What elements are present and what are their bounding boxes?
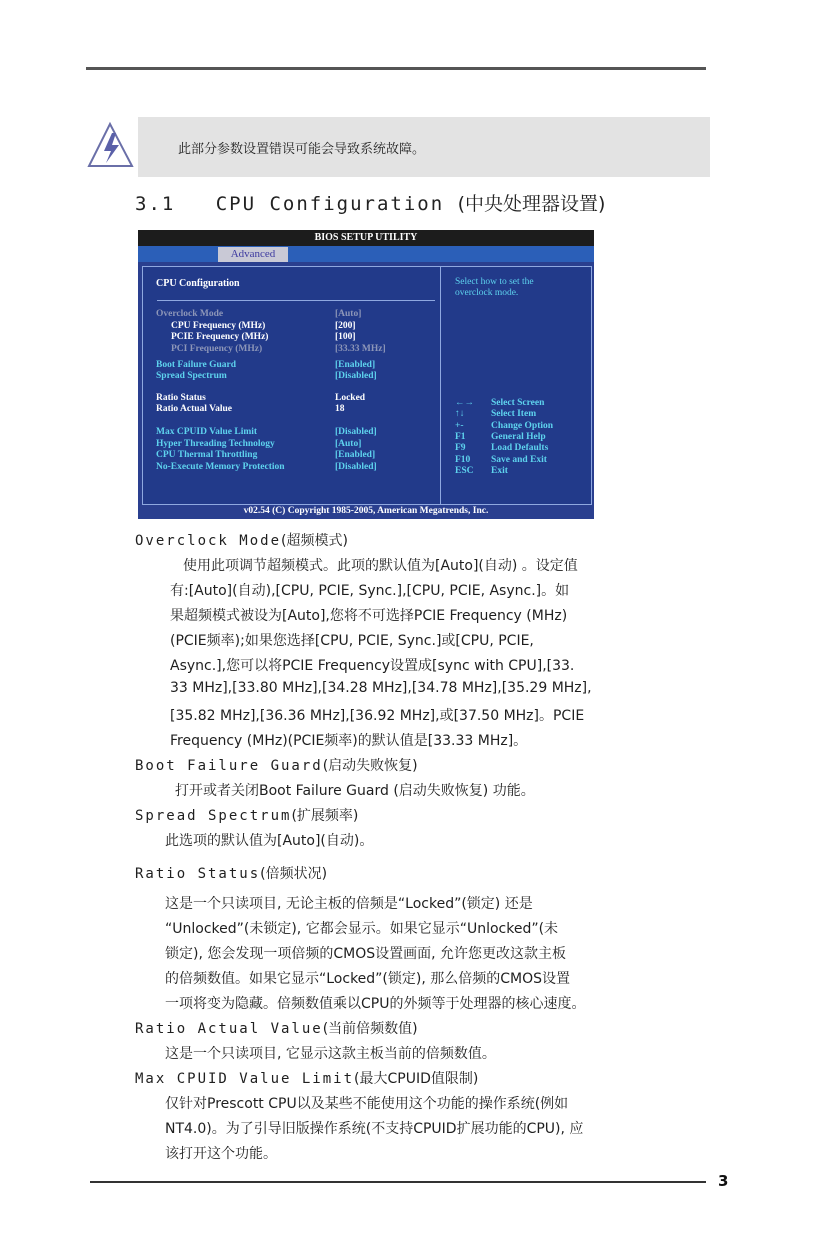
bios-header: BIOS SETUP UTILITY — [138, 230, 594, 246]
paragraph-line: [35.82 MHz],[36.36 MHz],[36.92 MHz],或[37.50 MHz]。PCIE — [170, 708, 585, 724]
section-heading: Ratio Actual Value(当前倍频数值) — [135, 1021, 418, 1037]
bios-tab-bar — [138, 246, 594, 262]
bios-item-value: [Disabled] — [335, 371, 377, 381]
bios-item-value: 18 — [335, 404, 345, 414]
bios-key-desc: Load Defaults — [491, 443, 549, 453]
bios-help-text: overclock mode. — [455, 288, 519, 298]
bios-key-desc: Save and Exit — [491, 455, 547, 465]
paragraph-line: 锁定), 您会发现一项倍频的CMOS设置画面, 允许您更改这款主板 — [165, 946, 567, 962]
paragraph-line: (PCIE频率);如果您选择[CPU, PCIE, Sync.]或[CPU, PCIE, — [170, 633, 534, 649]
bottom-rule — [90, 1181, 706, 1183]
bios-item-value: [33.33 MHz] — [335, 344, 386, 354]
bios-screenshot — [138, 230, 594, 519]
paragraph-line: “Unlocked”(未锁定), 它都会显示。如果它显示“Unlocked”(未 — [165, 921, 559, 937]
bios-key: F10 — [455, 455, 471, 465]
paragraph-line: 该打开这个功能。 — [165, 1146, 277, 1162]
page-number: 3 — [718, 1172, 729, 1190]
bios-item-value: [Disabled] — [335, 462, 377, 472]
warning-icon — [86, 121, 138, 171]
bios-help-text: Select how to set the — [455, 277, 534, 287]
bios-key: +- — [455, 421, 464, 431]
paragraph-line: 使用此项调节超频模式。此项的默认值为[Auto](自动) 。设定值 — [183, 558, 578, 574]
section-heading: Spread Spectrum(扩展频率) — [135, 808, 359, 824]
bios-item-value: [Auto] — [335, 439, 362, 449]
section-heading: Max CPUID Value Limit(最大CPUID值限制) — [135, 1071, 479, 1087]
section-heading: Overclock Mode(超频模式) — [135, 533, 348, 549]
paragraph-line: 仅针对Prescott CPU以及某些不能使用这个功能的操作系统(例如 — [165, 1096, 569, 1112]
bios-item-label: PCIE Frequency (MHz) — [171, 332, 269, 342]
bios-item-label: Hyper Threading Technology — [156, 439, 275, 449]
bios-item-label: Spread Spectrum — [156, 371, 227, 381]
paragraph-line: 33 MHz],[33.80 MHz],[34.28 MHz],[34.78 MHz],[35.29 MHz], — [170, 680, 592, 696]
bios-item-label: Ratio Actual Value — [156, 404, 233, 414]
paragraph-line: 一项将变为隐藏。倍频数值乘以CPU的外频等于处理器的核心速度。 — [165, 996, 586, 1012]
bios-key-desc: Change Option — [491, 421, 554, 431]
section-number: 3.1 — [135, 193, 176, 215]
paragraph-line: NT4.0)。为了引导旧版操作系统(不支持CPUID扩展功能的CPU), 应 — [165, 1121, 584, 1137]
bios-item-value: [Enabled] — [335, 360, 376, 370]
bios-item-value: [100] — [335, 332, 356, 342]
bios-key-desc: General Help — [491, 432, 546, 442]
bios-item-label: PCI Frequency (MHz) — [171, 344, 263, 354]
paragraph-line: 打开或者关闭Boot Failure Guard (启动失败恢复) 功能。 — [175, 783, 535, 799]
warning-box — [138, 117, 710, 177]
bios-item-label: Boot Failure Guard — [156, 360, 237, 370]
bios-item-value: Locked — [335, 393, 366, 403]
section-heading: Ratio Status(倍频状况) — [135, 866, 328, 882]
paragraph-line: Frequency (MHz)(PCIE频率)的默认值是[33.33 MHz]。 — [170, 733, 528, 749]
bios-item-value: [Auto] — [335, 309, 362, 319]
section-title — [135, 189, 605, 216]
section-title-en: CPU Configuration — [215, 193, 445, 215]
bios-key: F1 — [455, 432, 466, 442]
bios-key: F9 — [455, 443, 466, 453]
bios-tab-advanced: Advanced — [218, 247, 288, 262]
bios-key: ←→ — [455, 398, 474, 408]
bios-key-desc: Select Screen — [491, 398, 545, 408]
bios-item-label: CPU Thermal Throttling — [156, 450, 258, 460]
paragraph-line: 这是一个只读项目, 它显示这款主板当前的倍频数值。 — [165, 1046, 496, 1062]
bios-item-label: Overclock Mode — [156, 309, 224, 319]
paragraph-line: 这是一个只读项目, 无论主板的倍频是“Locked”(锁定) 还是 — [165, 896, 533, 912]
bios-item-value: [200] — [335, 321, 356, 331]
bios-key-desc: Exit — [491, 466, 508, 476]
bios-item-label: Max CPUID Value Limit — [156, 427, 258, 437]
bios-footer: v02.54 (C) Copyright 1985-2005, American Megatrends, Inc. — [243, 506, 489, 516]
paragraph-line: 的倍频数值。如果它显示“Locked”(锁定), 那么倍频的CMOS设置 — [165, 971, 571, 987]
bios-item-label: No-Execute Memory Protection — [156, 462, 285, 472]
top-rule — [86, 67, 706, 70]
bios-divider — [157, 300, 435, 301]
bios-key-desc: Select Item — [491, 409, 537, 419]
bios-item-label: CPU Frequency (MHz) — [171, 321, 266, 331]
bios-settings-panel — [143, 267, 441, 504]
bios-panel-title: CPU Configuration — [156, 278, 240, 289]
paragraph-line: 果超频模式被设为[Auto],您将不可选择PCIE Frequency (MHz) — [170, 608, 568, 624]
bios-main-panel — [142, 266, 592, 505]
paragraph-line: 此选项的默认值为[Auto](自动)。 — [165, 833, 374, 849]
warning-text: 此部分参数设置错误可能会导致系统故障。 — [178, 142, 426, 157]
bios-item-value: [Disabled] — [335, 427, 377, 437]
section-heading: Boot Failure Guard(启动失败恢复) — [135, 758, 418, 774]
bios-key: ESC — [455, 466, 474, 476]
paragraph-line: 有:[Auto](自动),[CPU, PCIE, Sync.],[CPU, PCIE, Async.]。如 — [170, 583, 570, 599]
section-title-cn: (中央处理器设置) — [457, 193, 606, 215]
bios-key: ↑↓ — [455, 409, 465, 419]
paragraph-line: Async.],您可以将PCIE Frequency设置成[sync with CPU],[33. — [170, 658, 575, 674]
bios-item-label: Ratio Status — [156, 393, 206, 403]
bios-item-value: [Enabled] — [335, 450, 376, 460]
